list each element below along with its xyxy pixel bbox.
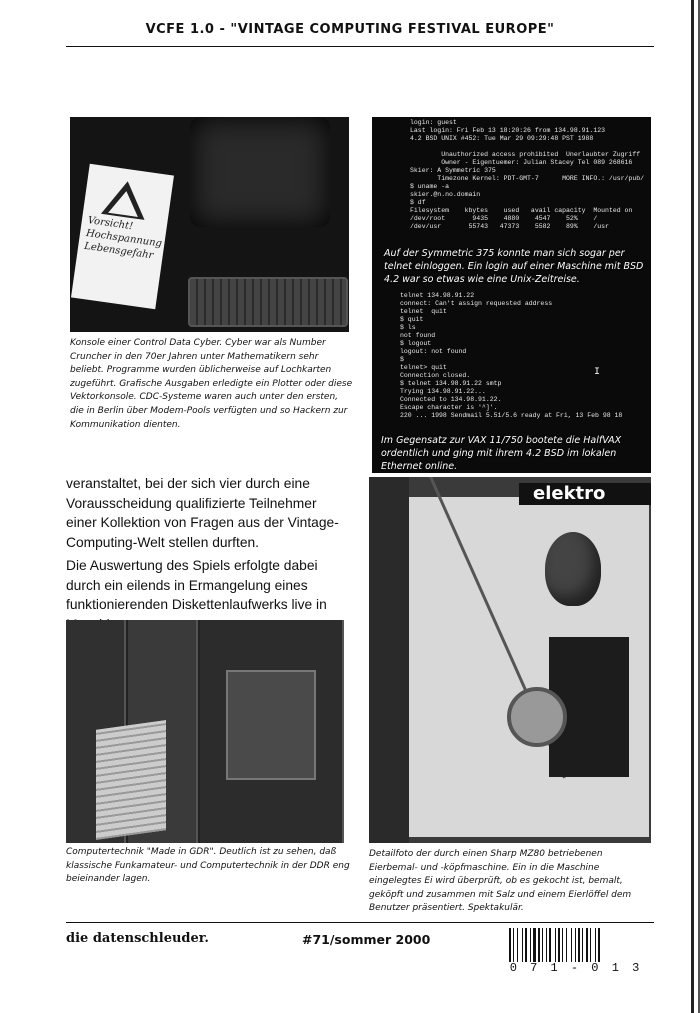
caption-gdr: Computertechnik "Made in GDR". Deutlich ist zu sehen, daß klassische Funkamateur- und Computertechnik in der DDR eng beieinander lagen.	[66, 847, 350, 885]
barcode-bar	[522, 928, 523, 962]
circuit-board	[96, 720, 166, 840]
barcode-bar	[517, 928, 518, 962]
barcode-bar	[590, 928, 591, 962]
barcode-bar	[558, 928, 560, 962]
barcode-number: 0 7 1 - 0 1 3	[509, 961, 643, 975]
radio-panel	[226, 670, 316, 780]
brand-label: elektro	[519, 483, 651, 505]
barcode-bar	[513, 928, 514, 962]
page-header-title: VCFE 1.0 - "VINTAGE COMPUTING FESTIVAL EUROPE"	[145, 22, 555, 37]
barcode	[509, 928, 643, 962]
warning-sign-text: Vorsicht! Hochspannung Lebensgefahr	[83, 215, 163, 262]
terminal-output-bottom: telnet 134.98.91.22 connect: Can't assign requested address telnet quit $ quit $ ls not found $ logout logout: not found $ telnet> quit Connection closed. $ telnet 134.98.91.22 smtp Trying 134.98.91.22... Connected to 134.98.91.22. Escape character is '^]'. 220 ... 1998 Sendmail 5.51/5.6 ready at Fri, 13 Feb 98 18	[400, 292, 623, 419]
console-keyboard	[188, 277, 348, 327]
barcode-bar	[566, 928, 567, 962]
barcode-bar	[578, 928, 580, 962]
page-edge	[691, 0, 694, 1013]
warning-triangle-inner	[108, 189, 141, 217]
warning-sign	[71, 164, 174, 310]
photo-egg-machine	[369, 477, 651, 843]
photo-cdc-console	[70, 117, 349, 332]
egg	[545, 532, 601, 606]
barcode-bar	[555, 928, 556, 962]
barcode-bar	[575, 928, 576, 962]
barcode-bar	[571, 928, 572, 962]
barcode-bar	[525, 928, 527, 962]
vector-console-screen	[190, 117, 330, 227]
caption-symmetric: Auf der Symmetric 375 konnte man sich sogar per telnet einloggen. Ein login auf einer Maschine mit BSD 4.2 war so etwas wie eine Unix-Zeitreise.	[384, 248, 644, 285]
barcode-bar	[549, 928, 551, 962]
caption-egg-machine: Detailfoto der durch einen Sharp MZ80 betriebenen Eierbemal- und -köpfmaschine. Ein in die Maschine eingelegtes Ei wird überprüft, ob es gekocht ist, bemalt, geköpft und zusammen mit Salz und einem Eierlöffel dem Benutzer präsentiert. Spektakulär.	[369, 849, 632, 914]
barcode-bar	[562, 928, 563, 962]
body-paragraph-2: Die Auswertung des Spiels erfolgte dabei durch ein eilends in Ermangelung eines funktionierenden Diskettenlaufwerks live in	[66, 558, 327, 612]
photo-gdr-computer	[66, 620, 344, 843]
photo-terminal-screens	[372, 117, 651, 473]
motor	[507, 687, 567, 747]
machine-frame	[369, 477, 409, 843]
terminal-cursor: I	[594, 367, 601, 378]
terminal-output-top: login: guest Last login: Fri Feb 13 18:20:26 from 134.98.91.123 4.2 BSD UNIX #452: Tue Mar 29 09:29:48 PST 1988 Unauthorized access prohibited Unerlaubter Zugriff Owner - Eigentuemer: Julian Stacey Tel 089 268616 Skier: A Symmetric 375 Timezone Kernel: PDT-GMT-7 MORE INFO.: /usr/pub/ $ uname -a skier.@n.no.domain $ df Filesystem kbytes used avail capacity Mounted on /dev/root 9435 4880 4547 52% / /dev/usr 55743 47373 5582 89% /usr	[410, 119, 645, 230]
barcode-bar	[582, 928, 583, 962]
magazine-name: die datenschleuder.	[66, 931, 209, 946]
barcode-bar	[586, 928, 588, 962]
issue-label: #71/sommer 2000	[302, 932, 431, 947]
barcode-bar	[538, 928, 540, 962]
barcode-bar	[509, 928, 511, 962]
barcode-bar	[530, 928, 531, 962]
barcode-bar	[542, 928, 543, 962]
caption-cyber: Konsole einer Control Data Cyber. Cyber war als Number Cruncher in den 70er Jahren unter Mathematikern sehr beliebt. Programme wurden üblicherweise auf Lochkarten zugeführt. Grafische Ausgaben erledigte ein Plotter oder diese Vektorkonsole. CDC-Systeme waren auch unter den ersten, die in Berlin über Modem-Pools verfügten und so Hackern zur Kommunikation dienten.	[70, 338, 353, 430]
body-paragraph-1: veranstaltet, bei der sich vier durch eine Vorausscheidung qualifizierte Teilnehmer einer Kollektion von Fragen aus der Vintage-Computing-Welt stellen durften.	[66, 476, 339, 550]
barcode-bar	[546, 928, 547, 962]
footer-rule	[66, 922, 654, 923]
barcode-bar	[598, 928, 600, 962]
caption-vax: Im Gegensatz zur VAX 11/750 bootete die HalfVAX ordentlich und ging mit ihrem 4.2 BSD im lokalen Ethernet online.	[381, 435, 622, 472]
header-rule	[66, 46, 654, 47]
barcode-bar	[533, 928, 536, 962]
barcode-bar	[595, 928, 596, 962]
